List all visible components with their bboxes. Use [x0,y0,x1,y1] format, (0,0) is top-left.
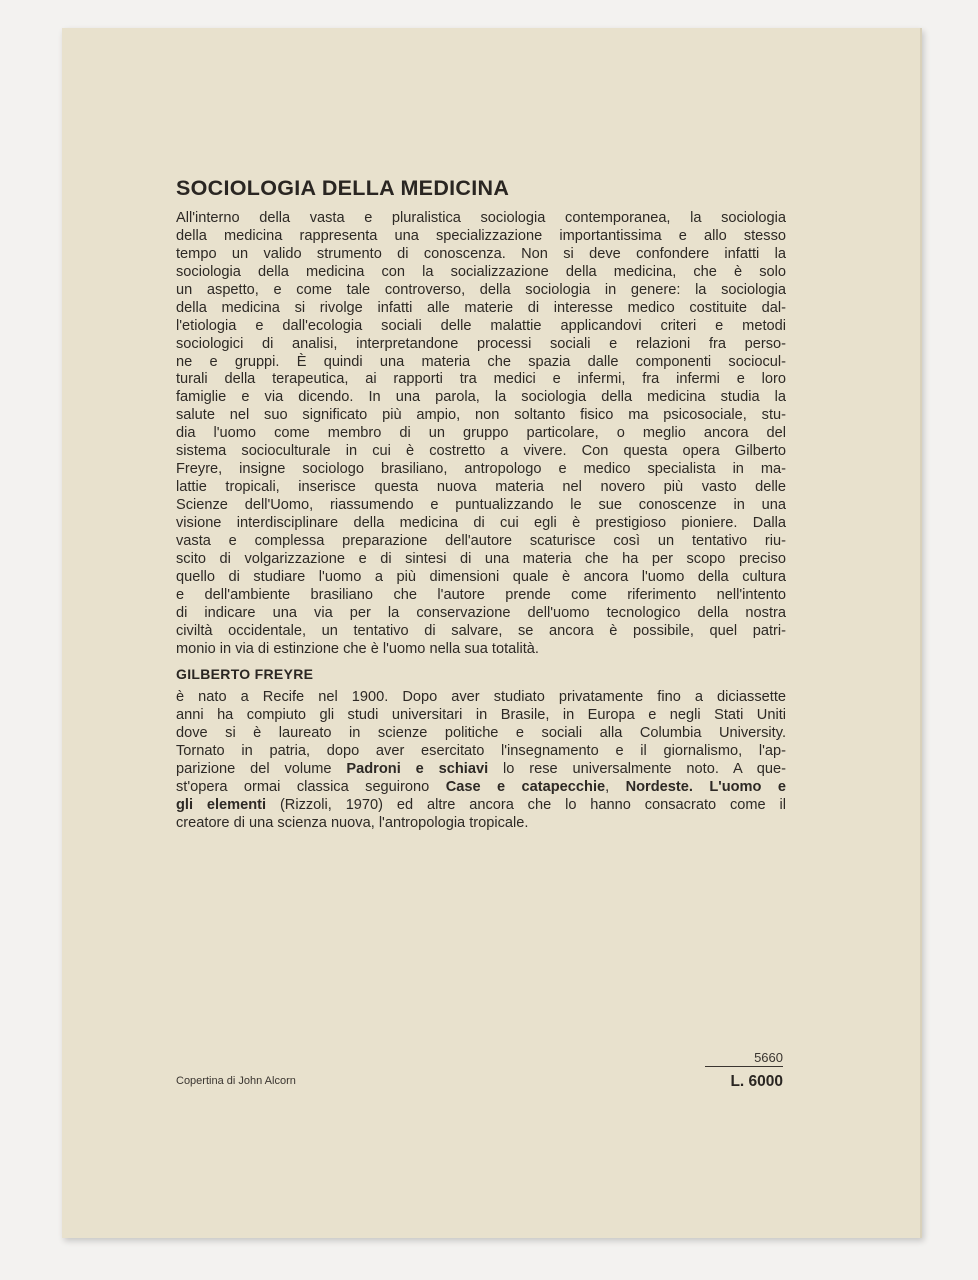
description-line: lattie tropicali, inserisce questa nuova materia nel novero più vasto delle [176,479,786,496]
description-line: della medicina rappresenta una specializzazione importantissima e allo stesso [176,227,786,244]
biography-line [176,797,786,815]
book-title: SOCIOLOGIA DELLA MEDICINA [176,176,510,200]
description-line: visione interdisciplinare della medicina di cui egli è prestigioso pioniere. Dalla [176,514,786,531]
description-line: e dell'ambiente brasiliano che l'autore prende come riferimento nell'intento [176,586,786,603]
description-line: sistema socioculturale in cui è costretto a vivere. Con questa opera Gilberto [176,443,786,460]
biography-line [176,707,786,725]
description-line: l'etiologia e dall'ecologia sociali delle malattie applicandovi criteri e metodi [176,317,786,334]
book-title-mention: Nordeste. L'uomo e [625,778,786,795]
biography-line [176,725,786,743]
author-heading: GILBERTO FREYRE [176,666,314,682]
book-title-mention: gli elementi [176,796,267,813]
description-line: famiglie e via dicendo. In una parola, la sociologia della medicina studia la [176,389,786,406]
description-line: vasta e complessa preparazione dell'autore scaturisce così un tentativo riu- [176,532,786,549]
biography-text: parizione del volume [176,760,347,777]
biography-line [176,689,786,707]
biography-line [176,761,786,779]
description-line: salute nel suo significato più ampio, non soltanto fisico ma psicosociale, stu- [176,407,786,424]
biography-text: , [605,778,626,795]
description-line: Freyre, insigne sociologo brasiliano, antropologo e medico specialista in ma- [176,461,786,478]
description-line: Scienze dell'Uomo, riassumendo e puntualizzando le sue conoscenze in una [176,497,786,513]
description-line: della medicina si rivolge infatti alle materie di interesse medico costituite dal- [176,299,786,316]
description-line: un aspetto, e come tale controverso, della sociologia in genere: la sociologia [176,281,786,298]
description-line: sociologia della medicina con la socializzazione della medicina, che è solo [176,263,786,280]
description-line: turali della terapeutica, ai rapporti tra medici e infermi, fra infermi e loro [176,371,786,388]
price: L. 6000 [730,1073,783,1090]
biography-text: (Rizzoli, 1970) ed altre ancora che lo hanno consacrato come il [266,796,786,813]
biography-text: lo rese universalmente noto. A que- [488,760,786,777]
biography-line [176,743,786,761]
description-line: All'interno della vasta e pluralistica sociologia contemporanea, la sociologia [176,210,786,226]
book-title-mention: Case e catapecchie [445,778,606,795]
biography-text: st'opera ormai classica seguirono [176,778,446,795]
biography-line [176,779,786,797]
catalog-number: 5660 [705,1050,783,1067]
description-line: sociologici di analisi, interpretandone processi sociali e relazioni fra perso- [176,335,786,352]
biography-text: dove si è laureato in scienze politiche e sociali alla Columbia University. [176,724,786,741]
author-biography [176,689,786,833]
description-line: civiltà occidentale, un tentativo di salvare, se ancora è possibile, quel patri- [176,622,786,639]
biography-text: creatore di una scienza nuova, l'antropologia tropicale. [176,814,529,831]
description-line: di indicare una via per la conservazione dell'uomo tecnologico della nostra [176,604,786,621]
description-line: quello di studiare l'uomo a più dimensioni quale è ancora l'uomo della cultura [176,568,786,585]
biography-text: Tornato in patria, dopo aver esercitato l'insegnamento e il giornalismo, l'ap- [176,742,786,759]
description-line: ne e gruppi. È quindi una materia che spazia dalle componenti sociocul- [176,353,786,370]
description-line: scito di volgarizzazione e di sintesi di una materia che ha per scopo preciso [176,550,786,567]
biography-text: è nato a Recife nel 1900. Dopo aver studiato privatamente fino a diciassette [176,689,786,705]
cover-credit: Copertina di John Alcorn [176,1075,296,1087]
book-title-mention: Padroni e schiavi [346,760,489,777]
description-line: monio in via di estinzione che è l'uomo nella sua totalità. [176,640,539,657]
description-line: tempo un valido strumento di conoscenza. Non si deve confondere infatti la [176,245,786,262]
biography-text: anni ha compiuto gli studi universitari in Brasile, in Europa e negli Stati Uniti [176,706,786,723]
biography-line [176,815,786,833]
book-description [176,210,786,658]
description-line: dia l'uomo come membro di un gruppo particolare, o meglio ancora del [176,425,786,442]
